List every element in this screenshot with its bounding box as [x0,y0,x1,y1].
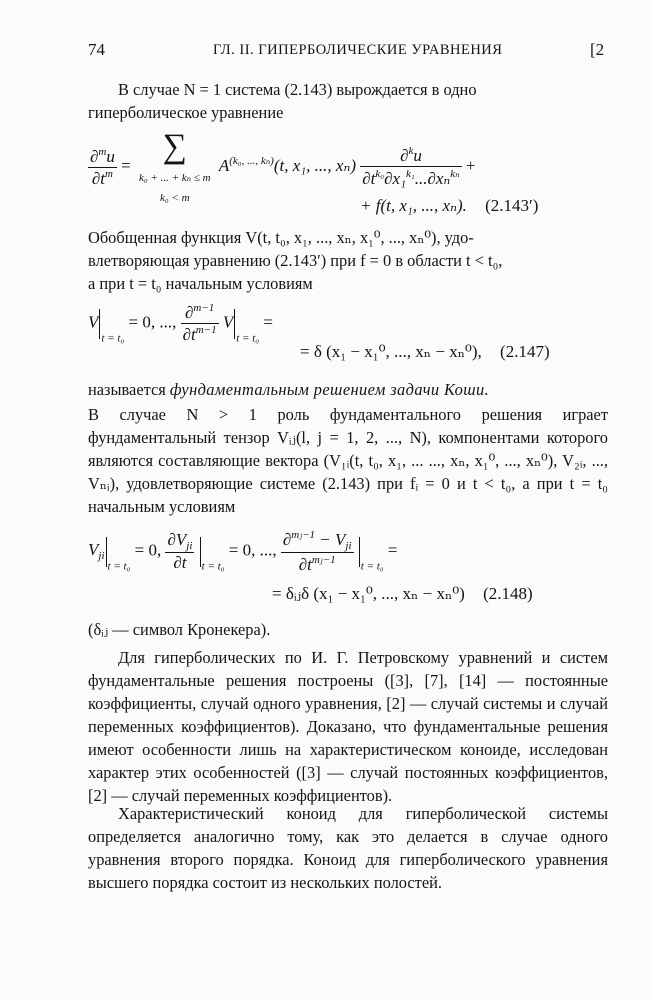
paragraph-2-line-3: а при t = t₀ начальным условиям [88,274,313,293]
equation-2147-line-2 [300,342,550,362]
equation-2148-rhs: = δᵢⱼδ (x₁ − x₁⁰, ..., xₙ − xₙ⁰) [272,584,465,603]
equation-2147-rhs: = δ (x₁ − x₁⁰, ..., xₙ − xₙ⁰), [300,342,482,361]
paragraph-3-lead: называется [88,380,166,399]
paragraph-2-line-2: влетворяющая уравнению (2.143′) при f = 0 в области t < t₀, [88,251,503,270]
fundamental-solution-term: фундаментальным решением задачи Коши. [169,380,490,399]
equation-2148-label: (2.148) [483,584,533,603]
paragraph-2-line-1: Обобщенная функция V(t, t₀, x₁, ..., xₙ, x₁⁰, ..., xₙ⁰), удо- [88,228,474,247]
equation-2147-label: (2.147) [500,342,550,361]
paragraph-6: Характеристический коноид для гиперболической системы определяется аналогично тому, как это делается в случае одного уравнения второго порядка. Коноид для гиперболического уравнения высшего порядка состоит из нескольких полостей. [88,804,608,892]
paragraph-3-body: В случае N > 1 роль фундаментального решения играет фундаментальный тензор Vᵢⱼ(l, j = 1, 2, ..., N), компонентами которого являются составляющие вектора (V₁ᵢ(t, t₀, x₁, ... ..., xₙ, x₁⁰, ..., xₙ⁰), V₂ᵢ, ..., Vₙᵢ), удовлетворяющие системе (2.143) при fᵢ = 0 и t < t₀, а при t = t₀ начальным условиям [88,405,608,516]
equation-2148-line-2 [272,584,533,604]
equation-2143-prime-line-2 [360,196,538,216]
paragraph-1-line-1: В случае N = 1 система (2.143) вырождается в одно [118,80,477,99]
paragraph-3-line-1 [88,380,489,400]
paragraph-5: Для гиперболических по И. Г. Петровскому уравнений и систем фундаментальные решения построены ([3], [7], [14] — постоянные коэффициенты, случай одного уравнения, [2] — случай системы и случай переменных коэффициентов). Доказано, что фундаментальные решения имеют особенности лишь на характеристическом коноиде, исследован характер этих особенностей ([3] — случай постоянных коэффициентов, [2] — случай переменных коэффициентов). [88,648,608,805]
equation-2147-line-1: $V_{t = t_0} = 0$, ..., $\frac{\partial^{m-1}}{\partial t^{m-1}}$ $V_{t = t_0}$ = [88,302,273,345]
paragraph-1-line-2: гиперболическое уравнение [88,103,284,122]
chapter-title: ГЛ. II. ГИПЕРБОЛИЧЕСКИЕ УРАВНЕНИЯ [213,42,503,58]
page-number: 74 [88,40,105,59]
equation-2143-prime-tail: + f(t, x₁, ..., xₙ). [360,196,467,215]
equation-2143-prime-line-1: $\frac{\partial^mu}{\partial t^m}$ = ∑ k₀ + ... + kₙ ≤ m k₀ < m $A^{(k_0, ..., k_n)}(t$, x₁, ..., xₙ) $\frac{\partial^ku}{\partial t^{k_0}\partial x_1^{k_1}...\partial x_n^{k_n}}$ + [90,128,476,204]
section-marker: [2 [590,40,605,59]
equation-2143-prime-label: (2.143′) [485,196,539,215]
paragraph-4: (δᵢⱼ — символ Кронекера). [88,620,271,639]
equation-2148-line-1: $V_{jit = t_0} = 0$, $\frac{\partial V_{ji}}{\partial t}$ $_{t = t_0}$ = 0, ..., $\frac{\partial^{mⱼ-1} - V_{ji}}{\partial t^{mⱼ-1}}$ $_{t = t_0}$ = [88,529,398,574]
